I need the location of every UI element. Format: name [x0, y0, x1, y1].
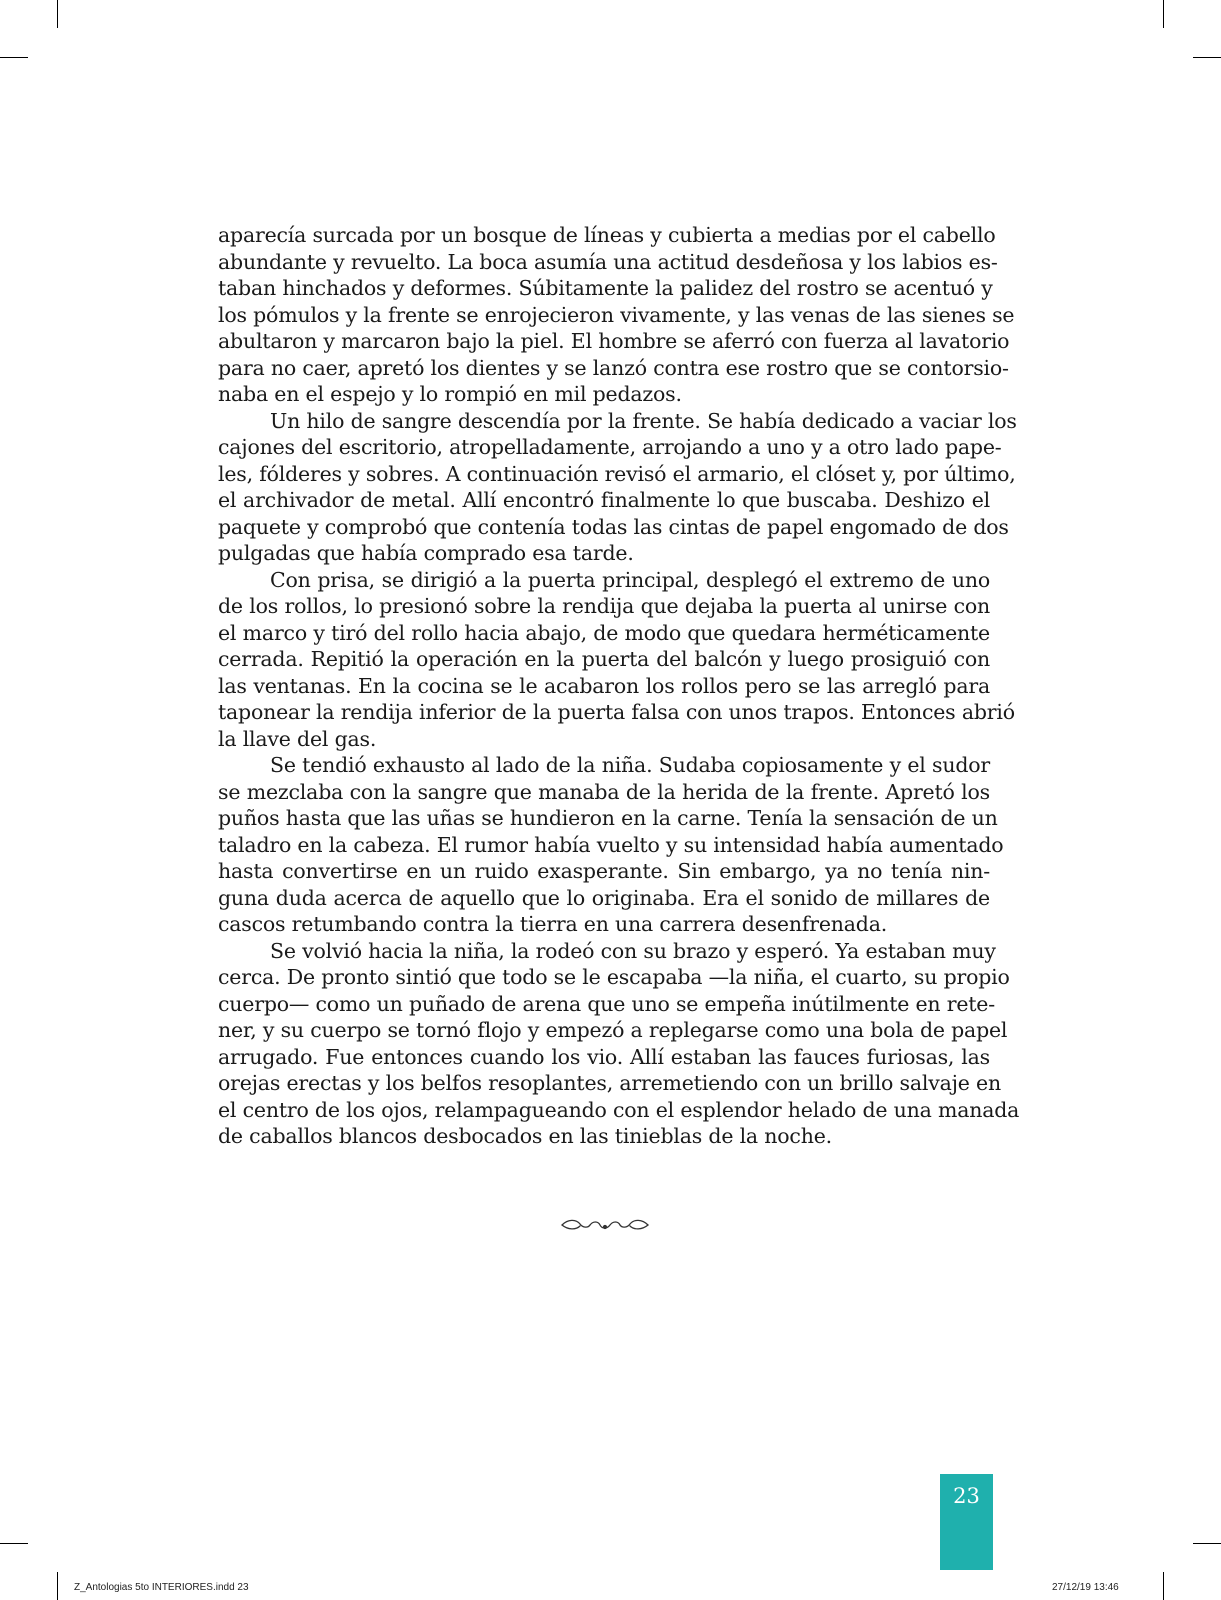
text-line: para no caer, apretó los dientes y se lanzó contra ese rostro que se contorsio-	[218, 355, 1009, 380]
text-line: Un hilo de sangre descendía por la frente. Se había dedicado a vaciar los	[270, 408, 1017, 433]
text-line: la llave del gas.	[218, 726, 377, 751]
text-line: de los rollos, lo presionó sobre la rendija que dejaba la puerta al unirse con	[218, 594, 990, 618]
crop-mark-top-left	[57, 0, 58, 28]
text-line: las ventanas. En la cocina se le acabaron los rollos pero se las arregló para	[218, 673, 990, 698]
text-line: aparecía surcada por un bosque de líneas y cubierta a medias por el cabello	[218, 223, 996, 247]
text-line: orejas erectas y los belfos resoplantes, arremetiendo con un brillo salvaje en	[218, 1071, 1001, 1095]
text-line: les, fólderes y sobres. A continuación revisó el armario, el clóset y, por último,	[218, 461, 1016, 486]
text-line: abultaron y marcaron bajo la piel. El hombre se aferró con fuerza al lavatorio	[218, 329, 1010, 353]
text-line: el archivador de metal. Allí encontró finalmente lo que buscaba. Deshizo el	[218, 488, 990, 512]
crop-mark-top-right	[1163, 0, 1164, 28]
paragraph	[218, 408, 1017, 567]
crop-mark-left-bottom	[0, 1543, 28, 1544]
text-line: hasta convertirse en un ruido exasperante. Sin embargo, ya no tenía nin-	[218, 859, 990, 883]
slug-file-info: Z_Antologias 5to INTERIORES.indd 23	[74, 1582, 249, 1593]
paragraph	[218, 752, 1004, 938]
text-line: el centro de los ojos, relampagueando con el esplendor helado de una manada	[218, 1097, 1020, 1122]
slug-date-time: 27/12/19 13:46	[1052, 1582, 1119, 1593]
text-line: puños hasta que las uñas se hundieron en la carne. Tenía la sensación de un	[218, 806, 998, 830]
text-line: Se volvió hacia la niña, la rodeó con su brazo y esperó. Ya estaban muy	[270, 938, 996, 963]
text-line: naba en el espejo y lo rompió en mil pedazos.	[218, 382, 682, 406]
text-line: cerca. De pronto sintió que todo se le escapaba —la niña, el cuarto, su propio	[218, 965, 1010, 989]
text-line: paquete y comprobó que contenía todas las cintas de papel engomado de dos	[218, 514, 1009, 539]
crop-mark-bottom-right	[1163, 1572, 1164, 1600]
text-line: cascos retumbando contra la tierra en una carrera desenfrenada.	[218, 912, 888, 936]
text-line: Se tendió exhausto al lado de la niña. Sudaba copiosamente y el sudor	[270, 753, 990, 777]
paragraph	[218, 567, 1015, 753]
page-number: 23	[953, 1484, 980, 1508]
text-line: pulgadas que había comprado esa tarde.	[218, 541, 634, 565]
body-text	[218, 222, 1020, 1150]
paragraph	[218, 938, 1020, 1150]
flourish-ornament-icon	[560, 1215, 650, 1235]
crop-mark-left-top	[0, 57, 28, 58]
text-line: ner, y su cuerpo se tornó flojo y empezó a replegarse como una bola de papel	[218, 1018, 1008, 1042]
text-line: se mezclaba con la sangre que manaba de la herida de la frente. Apretó los	[218, 779, 990, 804]
crop-mark-right-top	[1193, 57, 1221, 58]
text-line: guna duda acerca de aquello que lo originaba. Era el sonido de millares de	[218, 885, 990, 910]
crop-mark-bottom-left	[57, 1572, 58, 1600]
text-line: taladro en la cabeza. El rumor había vuelto y su intensidad había aumentado	[218, 832, 1004, 857]
crop-mark-right-bottom	[1193, 1543, 1221, 1544]
text-line: de caballos blancos desbocados en las tinieblas de la noche.	[218, 1124, 832, 1148]
text-line: taponear la rendija inferior de la puerta falsa con unos trapos. Entonces abrió	[218, 700, 1015, 724]
paragraph	[218, 222, 1015, 408]
text-line: cuerpo— como un puñado de arena que uno se empeña inútilmente en rete-	[218, 991, 995, 1016]
text-line: abundante y revuelto. La boca asumía una actitud desdeñosa y los labios es-	[218, 249, 998, 274]
text-line: arrugado. Fue entonces cuando los vio. Allí estaban las fauces furiosas, las	[218, 1044, 990, 1069]
text-line: el marco y tiró del rollo hacia abajo, de modo que quedara herméticamente	[218, 620, 990, 645]
text-line: taban hinchados y deformes. Súbitamente la palidez del rostro se acentuó y	[218, 276, 993, 300]
text-line: Con prisa, se dirigió a la puerta principal, desplegó el extremo de uno	[270, 567, 990, 592]
text-line: cerrada. Repitió la operación en la puerta del balcón y luego prosiguió con	[218, 647, 990, 671]
page-number-tab	[940, 1474, 993, 1570]
text-line: cajones del escritorio, atropelladamente, arrojando a uno y a otro lado pape-	[218, 435, 1002, 459]
text-line: los pómulos y la frente se enrojecieron vivamente, y las venas de las sienes se	[218, 302, 1015, 327]
